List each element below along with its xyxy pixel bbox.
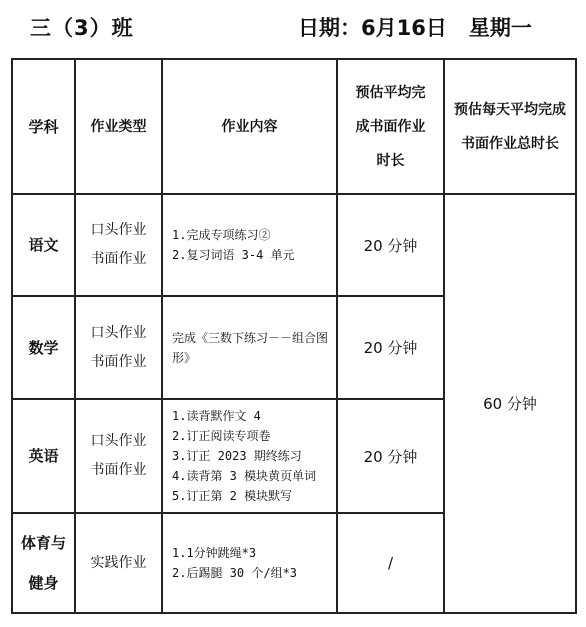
content-item: 4.读背第 3 模块黄页单词 <box>172 469 317 483</box>
header-total <box>444 59 576 194</box>
subject-cell <box>12 194 75 296</box>
header-total-line: 书面作业总时长 <box>461 135 559 152</box>
subject-line: 体育与 <box>20 534 66 552</box>
date-line <box>298 12 532 42</box>
content-cell <box>162 296 337 399</box>
content-item: 1.1分钟跳绳*3 <box>172 546 257 560</box>
date: 日期：6月16日 <box>298 16 447 40</box>
type-line: 口头作业 <box>90 324 147 341</box>
subject-cell <box>12 296 75 399</box>
content-cell <box>162 513 337 613</box>
homework-table <box>11 58 577 614</box>
content-item: 2.后踢腿 30 个/组*3 <box>172 566 298 580</box>
header-subject: 学科 <box>12 59 75 194</box>
type-line: 书面作业 <box>90 353 147 370</box>
content-item: 3.订正 2023 期终练习 <box>172 449 302 463</box>
subject-line: 数学 <box>28 338 59 357</box>
total-duration-cell: 60 分钟 <box>444 194 576 613</box>
content-item: 1.读背默作文 4 <box>172 409 261 423</box>
subject-line: 语文 <box>28 236 59 254</box>
type-cell <box>75 513 162 613</box>
content-cell <box>162 399 337 513</box>
subject-line: 英语 <box>28 447 59 465</box>
content-item: 1.完成专项练习② <box>172 228 271 242</box>
content-item: 2.订正阅读专项卷 <box>172 429 271 443</box>
weekday: 星期一 <box>468 16 532 40</box>
duration-cell: 20 分钟 <box>337 296 444 399</box>
content-item: 完成《三数下练习－－组合图形》 <box>172 330 329 365</box>
type-line: 书面作业 <box>90 251 147 267</box>
header-total-line: 预估每天平均完成 <box>454 101 566 118</box>
page-header <box>0 0 586 58</box>
type-line: 口头作业 <box>90 433 147 449</box>
class-name: 三（3）班 <box>30 16 134 40</box>
table-row <box>12 194 576 296</box>
header-row <box>12 59 576 194</box>
subject-line: 健身 <box>28 574 59 592</box>
header-type: 作业类型 <box>75 59 162 194</box>
duration-cell: 20 分钟 <box>337 399 444 513</box>
header-duration <box>337 59 444 194</box>
type-line: 口头作业 <box>90 222 147 238</box>
type-line: 书面作业 <box>90 462 147 478</box>
header-duration-line: 预估平均完 <box>355 84 426 101</box>
header-duration-line: 成书面作业 <box>355 118 426 135</box>
content-item: 2.复习词语 3-4 单元 <box>172 248 295 262</box>
type-cell <box>75 399 162 513</box>
header-duration-line: 时长 <box>376 152 405 169</box>
header-content: 作业内容 <box>162 59 337 194</box>
subject-cell <box>12 399 75 513</box>
type-cell <box>75 194 162 296</box>
type-cell <box>75 296 162 399</box>
duration-cell: 20 分钟 <box>337 194 444 296</box>
subject-cell <box>12 513 75 613</box>
duration-cell: / <box>337 513 444 613</box>
type-line: 实践作业 <box>90 554 147 571</box>
content-item: 5.订正第 2 模块默写 <box>172 489 293 503</box>
content-cell <box>162 194 337 296</box>
